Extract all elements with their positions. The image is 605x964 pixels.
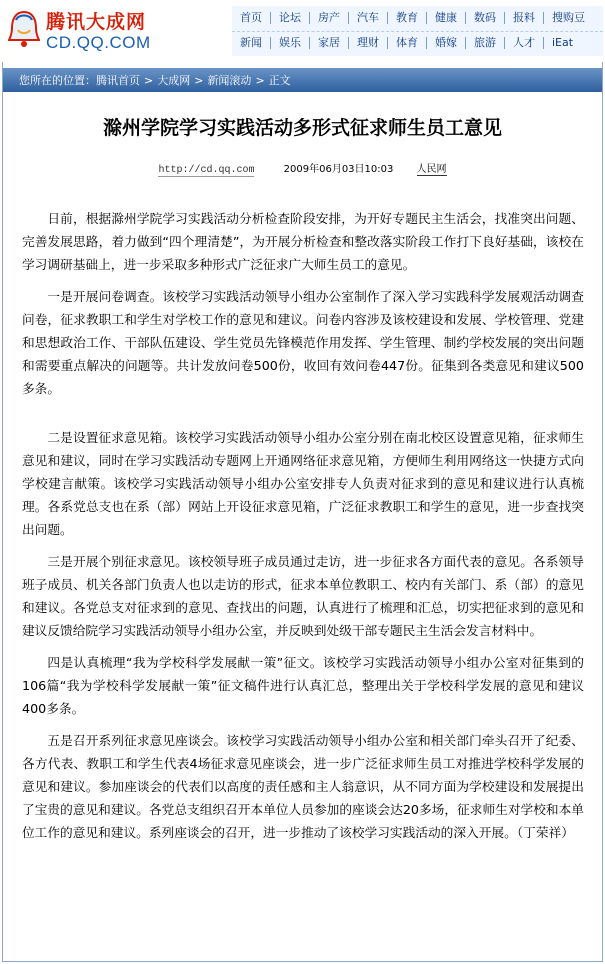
nav-item-sougoudou[interactable]: 搜购豆 bbox=[543, 12, 593, 24]
breadcrumb-prefix: 您所在的位置： bbox=[19, 74, 96, 87]
article-paragraph: 二是设置征求意见箱。该校学习实践活动领导小组办公室分别在南北校区设置意见箱，征求师生意见和建议，同时在学习实践活动专题网上开通网络征求意见箱，方便师生利用网络这一快捷方式向学校建言献策。该校学习实践活动领导小组办公室安排专人负责对征求到的意见和建议进行认真梳理。各系党总支也在系（部）网站上开设征求意见箱，广泛征求教职工和学生的意见，进一步查找突出问题。 bbox=[22, 430, 584, 537]
article-paragraph: 三是开展个别征求意见。该校领导班子成员通过走访，进一步征求各方面代表的意见。各系领导班子成员、机关各部门负责人也以走访的形式，征求本单位教职工、校内有关部门、系（部）的意见和建议。各党总支对征求到的意见、查找出的问题，认真进行了梳理和汇总，切实把征求到的意见和建议反馈给院学习实践活动领导小组办公室，并反映到处级干部专题民主生活会发言材料中。 bbox=[22, 554, 584, 638]
article-source-link[interactable]: 人民网 bbox=[416, 164, 447, 175]
nav-item-ieat[interactable]: iEat bbox=[543, 37, 581, 49]
article-paragraph: 四是认真梳理“我为学校科学发展献一策”征文。该校学习实践活动领导小组办公室对征集到的106篇“我为学校科学发展献一策”征文稿件进行认真汇总，整理出关于学校科学发展的意见和建议400多条。 bbox=[22, 655, 584, 716]
nav-item-health[interactable]: 健康 bbox=[426, 12, 465, 24]
article-paragraph: 五是召开系列征求意见座谈会。该校学习实践活动领导小组办公室和相关部门牵头召开了纪委、各方代表、教职工和学生代表4场征求意见座谈会，进一步广泛征求师生员工对推进学校科学发展的意见和建议。参加座谈会的代表们以高度的责任感和主人翁意识，从不同方面为学校建设和发展提出了宝贵的意见和建议。各党总支组织召开本单位人员参加的座谈会达20多场，征求师生对学校和本单位工作的意见和建议。系列座谈会的召开，进一步推动了该校学习实践活动的深入开展。（丁荣祥） bbox=[22, 733, 584, 840]
channel-nav-row-1 bbox=[232, 7, 603, 29]
article-paragraph: 一是开展问卷调查。该校学习实践活动领导小组办公室制作了深入学习实践科学发展观活动调查问卷，征求教职工和学生对学校工作的意见和建议。问卷内容涉及该校建设和发展、学校管理、党建和思想政治工作、干部队伍建设、学生党员先锋模范作用发挥、学生管理、制约学校发展的突出问题和需要重点解决的问题等。共计发放问卷500份，收回有效问卷447份。征集到各类意见和建议500多条。 bbox=[22, 289, 584, 396]
nav-item-news[interactable]: 新闻 bbox=[240, 35, 262, 49]
nav-item-education[interactable]: 教育 bbox=[387, 12, 426, 24]
article-title: 滁州学院学习实践活动多形式征求师生员工意见 bbox=[102, 117, 502, 139]
article-date: 2009年06月03日10:03 bbox=[283, 164, 394, 175]
article-body bbox=[22, 207, 584, 844]
channel-nav bbox=[232, 6, 603, 56]
logo-chinese-text: 腾讯大成网 bbox=[46, 11, 147, 33]
breadcrumb-item-qq-home[interactable]: 腾讯首页 bbox=[96, 74, 140, 87]
breadcrumb-item-dacheng[interactable]: 大成网 bbox=[157, 74, 191, 87]
breadcrumb-separator: > bbox=[255, 73, 265, 87]
site-logo[interactable] bbox=[8, 5, 228, 57]
qq-bell-logo-icon bbox=[8, 8, 40, 48]
breadcrumb-item-current: 正文 bbox=[268, 74, 291, 87]
article-meta bbox=[0, 160, 605, 176]
breadcrumb-item-news-scroll[interactable]: 新闻滚动 bbox=[207, 74, 252, 87]
nav-item-entertainment[interactable]: 娱乐 bbox=[270, 37, 309, 49]
breadcrumb-separator: > bbox=[144, 73, 154, 87]
channel-nav-row-2 bbox=[232, 31, 603, 53]
nav-item-report[interactable]: 报料 bbox=[504, 12, 543, 24]
nav-item-forum[interactable]: 论坛 bbox=[270, 12, 309, 24]
breadcrumb bbox=[3, 68, 602, 92]
nav-item-finance[interactable]: 理财 bbox=[348, 37, 387, 49]
nav-item-auto[interactable]: 汽车 bbox=[348, 12, 387, 24]
nav-item-wedding[interactable]: 婚嫁 bbox=[426, 37, 465, 49]
nav-item-sports[interactable]: 体育 bbox=[387, 37, 426, 49]
nav-item-home[interactable]: 首页 bbox=[240, 11, 262, 24]
nav-item-digital[interactable]: 数码 bbox=[465, 12, 504, 24]
nav-item-home-living[interactable]: 家居 bbox=[309, 37, 348, 49]
nav-item-house[interactable]: 房产 bbox=[309, 12, 348, 24]
logo-domain-text: CD.QQ.COM bbox=[46, 33, 151, 52]
nav-item-travel[interactable]: 旅游 bbox=[465, 37, 504, 49]
site-header bbox=[0, 0, 605, 62]
article-paragraph: 日前，根据滁州学院学习实践活动分析检查阶段安排，为开好专题民主生活会，找准突出问题、完善发展思路，着力做到“四个理清楚”，为开展分析检查和整改落实阶段工作打下良好基础，该校在学习调研基础上，进一步采取多种形式广泛征求广大师生员工的意见。 bbox=[22, 211, 584, 272]
nav-item-talent[interactable]: 人才 bbox=[504, 37, 543, 49]
breadcrumb-separator: > bbox=[194, 73, 204, 87]
article-url[interactable]: http://cd.qq.com bbox=[158, 165, 255, 176]
